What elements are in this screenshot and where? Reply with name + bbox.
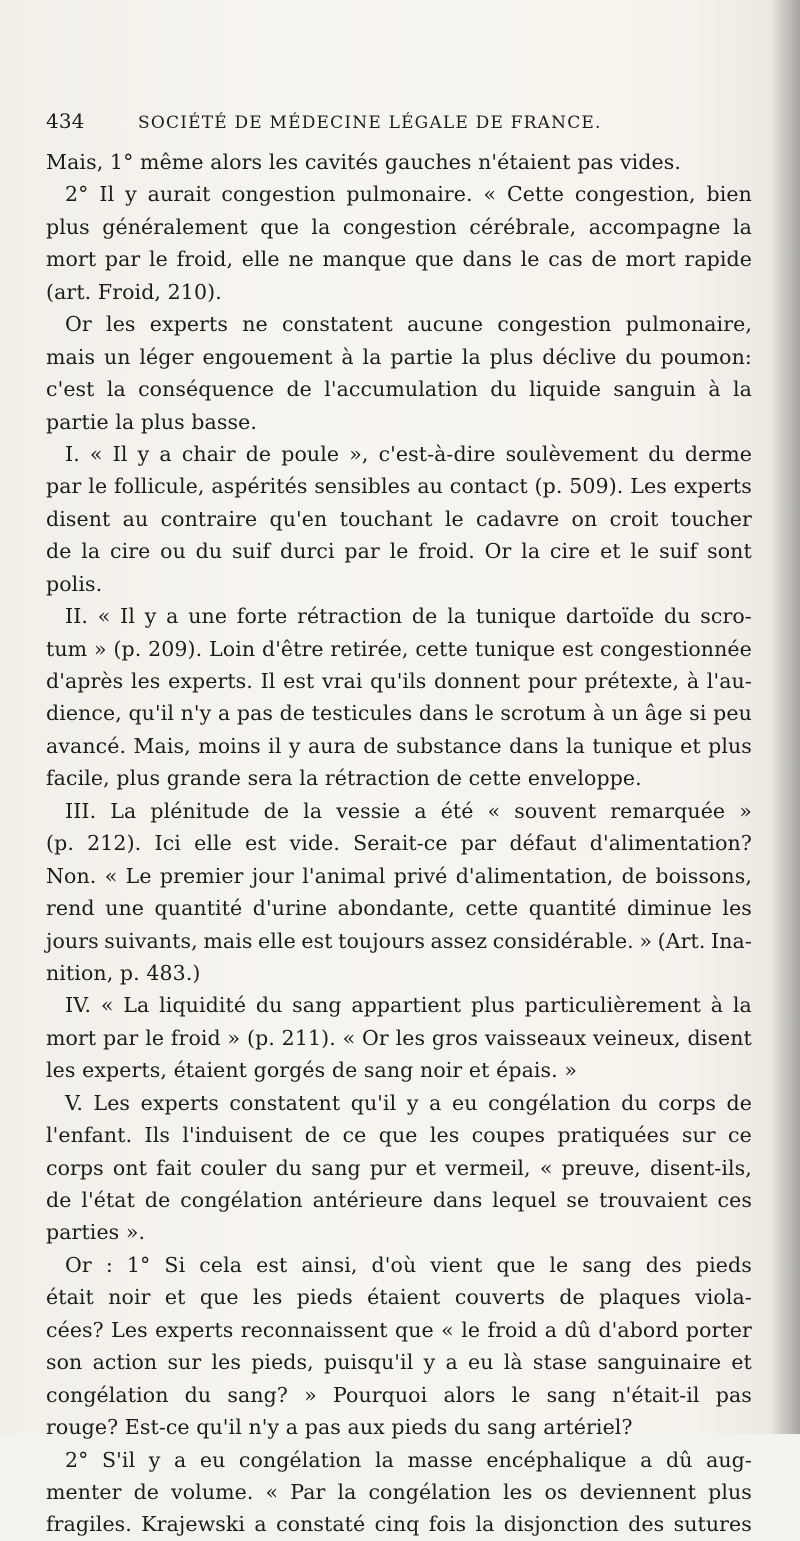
text-line: (art. Froid, 210).	[46, 279, 222, 304]
text-line: par le follicule, aspérités sensibles au contact (p. 509). Les experts	[46, 474, 752, 499]
text-line: d'après les experts. Il est vrai qu'ils donnent pour prétexte, à l'au-	[46, 669, 752, 693]
text-line: de la cire ou du suif durci par le froid. Or la cire et le suif sont	[46, 539, 752, 564]
text-line: I. « Il y a chair de poule », c'est-à-dire soulèvement du derme	[65, 441, 752, 466]
text-line: dience, qu'il n'y a pas de testicules dans le scrotum à un âge si peu	[46, 701, 752, 726]
text-line: II. « Il y a une forte rétraction de la tunique dartoïde du scro-	[65, 604, 752, 629]
page-number: 434	[46, 109, 85, 133]
text-line: disent au contraire qu'en touchant le cadavre on croit toucher	[46, 506, 752, 531]
text-line: avancé. Mais, moins il y aura de substance dans la tunique et plus	[46, 733, 752, 758]
text-line: nition, p. 483.)	[46, 960, 201, 985]
text-line: c'est la conséquence de l'accumulation du liquide sanguin à la	[46, 377, 752, 402]
body-text	[46, 146, 752, 1541]
text-line: congélation du sang? » Pourquoi alors le sang n'était-il pas	[46, 1382, 752, 1407]
text-line: était noir et que les pieds étaient couverts de plaques viola-	[46, 1285, 752, 1310]
text-line: 2° S'il y a eu congélation la masse encéphalique a dû aug-	[65, 1447, 752, 1472]
text-line: fragiles. Krajewski a constaté cinq fois la disjonction des sutures	[46, 1512, 752, 1537]
text-line: (p. 212). Ici elle est vide. Serait-ce par défaut d'alimentation?	[46, 831, 752, 856]
text-line: mort par le froid, elle ne manque que dans le cas de mort rapide	[46, 247, 752, 272]
text-line: menter de volume. « Par la congélation les os deviennent plus	[46, 1479, 752, 1504]
text-line: l'enfant. Ils l'induisent de ce que les coupes pratiquées sur ce	[46, 1123, 752, 1148]
text-line: polis.	[46, 571, 103, 596]
text-line: cées? Les experts reconnaissent que « le froid a dû d'abord porter	[46, 1317, 752, 1342]
text-line: Or les experts ne constatent aucune congestion pulmonaire,	[65, 312, 752, 337]
text-line: V. Les experts constatent qu'il y a eu congélation du corps de	[65, 1090, 752, 1115]
text-line: son action sur les pieds, puisqu'il y a eu là stase sanguinaire et	[46, 1350, 752, 1375]
text-line: 2° Il y aurait congestion pulmonaire. « Cette congestion, bien	[65, 182, 752, 207]
text-line: rouge? Est-ce qu'il n'y a pas aux pieds du sang artériel?	[46, 1415, 633, 1440]
text-line: III. La plénitude de la vessie a été « souvent remarquée »	[65, 798, 752, 823]
page-header	[46, 96, 752, 146]
text-line: les experts, étaient gorgés de sang noir et épais. »	[46, 1058, 578, 1083]
text-line: rend une quantité d'urine abondante, cette quantité diminue les	[46, 896, 752, 921]
text-line: Mais, 1° même alors les cavités gauches n'étaient pas vides.	[46, 150, 682, 174]
running-head: SOCIÉTÉ DE MÉDECINE LÉGALE DE FRANCE.	[138, 113, 602, 133]
text-line: corps ont fait couler du sang pur et vermeil, « preuve, disent-ils,	[46, 1155, 752, 1180]
page-text	[46, 96, 752, 1541]
text-line: facile, plus grande sera la rétraction de cette enveloppe.	[46, 766, 642, 791]
text-line: Non. « Le premier jour l'animal privé d'alimentation, de boissons,	[46, 863, 752, 888]
text-line: mais un léger engouement à la partie la plus déclive du poumon:	[46, 344, 752, 369]
text-line: mort par le froid » (p. 211). « Or les gros vaisseaux veineux, disent	[46, 1025, 752, 1050]
text-line: IV. « La liquidité du sang appartient plus particulièrement à la	[65, 993, 752, 1018]
text-line: partie la plus basse.	[46, 409, 257, 434]
text-line: plus généralement que la congestion cérébrale, accompagne la	[46, 214, 752, 239]
text-line: parties ».	[46, 1220, 146, 1245]
text-line: de l'état de congélation antérieure dans lequel se trouvaient ces	[46, 1188, 752, 1212]
text-line: jours suivants, mais elle est toujours assez considérable. » (Art. Ina-	[46, 928, 752, 953]
text-line: tum » (p. 209). Loin d'être retirée, cette tunique est congestionnée	[46, 636, 752, 661]
text-line: Or : 1° Si cela est ainsi, d'où vient que le sang des pieds	[65, 1252, 752, 1277]
